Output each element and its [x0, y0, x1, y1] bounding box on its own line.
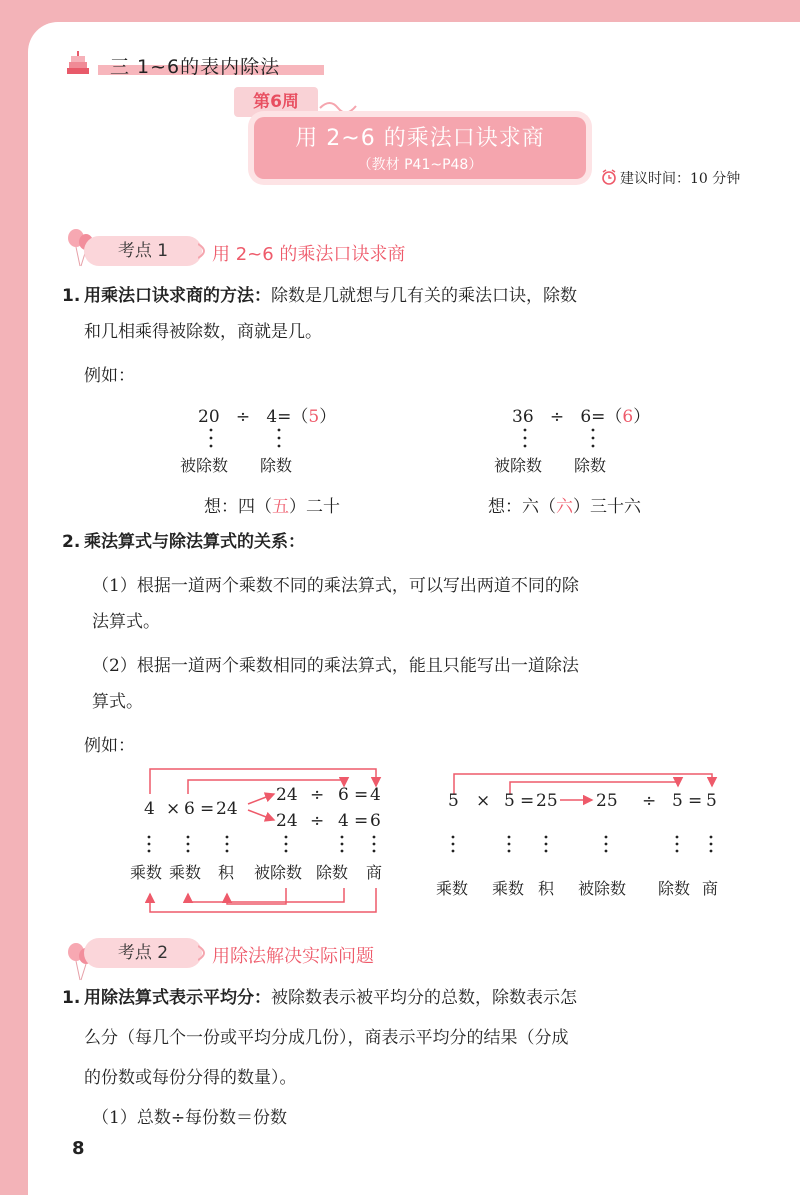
ex-right-label-divisor: 除数: [574, 456, 607, 475]
diag-left-arrow-down: [248, 810, 274, 820]
ex-right-think: [488, 492, 641, 517]
diag-left-d1c: 4: [370, 785, 381, 805]
section-2-pill-tail: [198, 944, 212, 966]
week-tag: 第6周: [234, 87, 318, 117]
diag-left-d2eq: =: [354, 811, 369, 831]
ex-left-think-ans: 五: [272, 497, 289, 517]
s1-item2-num: 2.: [62, 532, 81, 552]
diag-right-m1: 5: [448, 791, 459, 811]
ex-left-eq: =（: [277, 407, 309, 427]
s1-item1-line2: 和几相乘得被除数，商就是几。: [84, 322, 322, 342]
ex-left-dots-a: [208, 427, 214, 453]
s1-item1-line1: [84, 280, 577, 312]
section-1-title: 用 2~6 的乘法口诀求商: [212, 244, 406, 265]
diag-left-d2c: 6: [370, 811, 381, 831]
chapter-title: 三 1~6的表内除法: [110, 56, 281, 78]
ex-left-equation: [198, 402, 336, 427]
diag-left-d1op: ÷: [310, 785, 325, 805]
diag-right-da: 25: [596, 791, 618, 811]
diag-right-eq: =: [520, 791, 535, 811]
ex-left-label-divisor: 除数: [260, 456, 293, 475]
diag-left-label-2: 积: [218, 863, 235, 882]
diag-right-m2: 5: [504, 791, 515, 811]
diag-right-label-1: 乘数: [492, 879, 525, 898]
ex-right-dots-a: [522, 427, 528, 453]
s1-example-label2: 例如：: [84, 736, 135, 756]
diag-right-product: 25: [536, 791, 558, 811]
s2-item1-line3: 的份数或每份分得的数量）。: [84, 1068, 297, 1088]
diag-left-bottom-bracket-outer: [150, 888, 376, 912]
diag-right-dots: [452, 836, 713, 853]
ex-left-close: ）: [319, 407, 337, 427]
ex-left-answer: 5: [308, 407, 320, 427]
diag-left-label-0: 乘数: [130, 863, 163, 882]
ex-right-op: ÷: [549, 407, 565, 427]
ex-right-dividend: 36: [512, 407, 534, 427]
s2-item1-text1: 被除数表示被平均分的总数，除数表示怎: [271, 988, 577, 1008]
diag-right-dop: ÷: [642, 791, 657, 811]
diag-right-label-4: 除数: [658, 879, 691, 898]
section-2-title: 用除法解决实际问题: [212, 946, 374, 967]
ex-right-answer: 6: [622, 407, 634, 427]
s2-item1-line2: 么分（每几个一份或平均分成几份），商表示平均分的结果（分成: [84, 1028, 569, 1048]
suggested-time: 建议时间：10 分钟: [620, 171, 741, 187]
diag-right-label-2: 积: [538, 879, 555, 898]
ex-right-equation: [512, 402, 650, 427]
ex-right-think-pre: 想：六（: [488, 497, 556, 517]
s1-item2-p1-line2: 法算式。: [92, 612, 160, 632]
diag-left-d2a: 24: [276, 811, 298, 831]
s1-item1-head: 用乘法口诀求商的方法：: [84, 286, 271, 306]
diag-right-dc: 5: [706, 791, 717, 811]
diag-right-db: 5: [672, 791, 683, 811]
ex-left-think: [204, 492, 340, 517]
section-1-pill-tail: [198, 242, 212, 264]
clock-icon: [601, 169, 617, 189]
diag-left-label-4: 除数: [316, 863, 349, 882]
s1-item1-num: 1.: [62, 286, 81, 306]
diag-left-dots: [148, 836, 376, 853]
s1-item1-text1: 除数是几就想与几有关的乘法口诀，除数: [271, 286, 577, 306]
section-1-pill: 考点 1: [84, 236, 202, 266]
diag-left-d1a: 24: [276, 785, 298, 805]
diag-left-d1eq: =: [354, 785, 369, 805]
s1-item2-p1-line1: （1）根据一道两个乘数不同的乘法算式，可以写出两道不同的除: [92, 576, 579, 596]
diag-left-d2op: ÷: [310, 811, 325, 831]
diag-left-arrow-up: [248, 794, 274, 804]
ex-right-eq: =（: [591, 407, 623, 427]
s1-item2-p2-line1: （2）根据一道两个乘数相同的乘法算式，能且只能写出一道除法: [92, 656, 579, 676]
header-cake-icon: [66, 50, 90, 80]
diag-right-deq: =: [688, 791, 703, 811]
ex-left-think-pre: 想：四（: [204, 497, 272, 517]
diag-left-d2b: 4: [338, 811, 349, 831]
diag-left-m1: 4: [144, 799, 155, 819]
diag-left-label-5: 商: [366, 863, 383, 882]
section-2-pill: 考点 2: [84, 938, 202, 968]
s1-item2-p2-line2: 算式。: [92, 692, 143, 712]
diag-left-product: 24: [216, 799, 238, 819]
diag-left-d1b: 6: [338, 785, 349, 805]
diag-left-m2: 6: [184, 799, 195, 819]
s1-item2-head: 乘法算式与除法算式的关系：: [84, 532, 305, 552]
ex-left-label-dividend: 被除数: [180, 456, 229, 475]
ex-left-op: ÷: [235, 407, 251, 427]
relation-diagram-right: [432, 760, 732, 920]
ex-right-divisor: 6: [580, 407, 592, 427]
s2-item1-num: 1.: [62, 988, 81, 1008]
ex-right-dots-b: [590, 427, 596, 453]
ex-left-divisor: 4: [266, 407, 278, 427]
ex-right-think-ans: 六: [556, 497, 573, 517]
ex-left-think-post: ）二十: [289, 497, 340, 517]
diag-right-label-3: 被除数: [578, 879, 627, 898]
diag-right-label-5: 商: [702, 879, 719, 898]
ex-right-close: ）: [633, 407, 651, 427]
ex-left-dividend: 20: [198, 407, 220, 427]
diag-right-label-0: 乘数: [436, 879, 469, 898]
page: [28, 22, 800, 1195]
page-number: 8: [72, 1138, 85, 1159]
diag-left-bottom-bracket-mid: [188, 888, 344, 902]
s2-item1-p1: （1）总数÷每份数＝份数: [92, 1108, 288, 1128]
s1-example-label: 例如：: [84, 366, 135, 386]
ex-left-dots-b: [276, 427, 282, 453]
diag-left-eq: =: [200, 799, 215, 819]
lesson-title-box: [254, 117, 586, 179]
ex-right-label-dividend: 被除数: [494, 456, 543, 475]
lesson-subtitle: （教材 P41~P48）: [357, 157, 483, 173]
ex-right-think-post: ）三十六: [573, 497, 641, 517]
lesson-title: 用 2~6 的乘法口诀求商: [295, 126, 545, 151]
s2-item1-line1: [84, 982, 577, 1014]
diag-left-label-3: 被除数: [254, 863, 303, 882]
s2-item1-head: 用除法算式表示平均分：: [84, 988, 271, 1008]
diag-left-label-1: 乘数: [169, 863, 202, 882]
diag-right-x: ×: [476, 791, 491, 811]
diag-left-x: ×: [166, 799, 181, 819]
relation-diagram-left: [124, 760, 404, 920]
